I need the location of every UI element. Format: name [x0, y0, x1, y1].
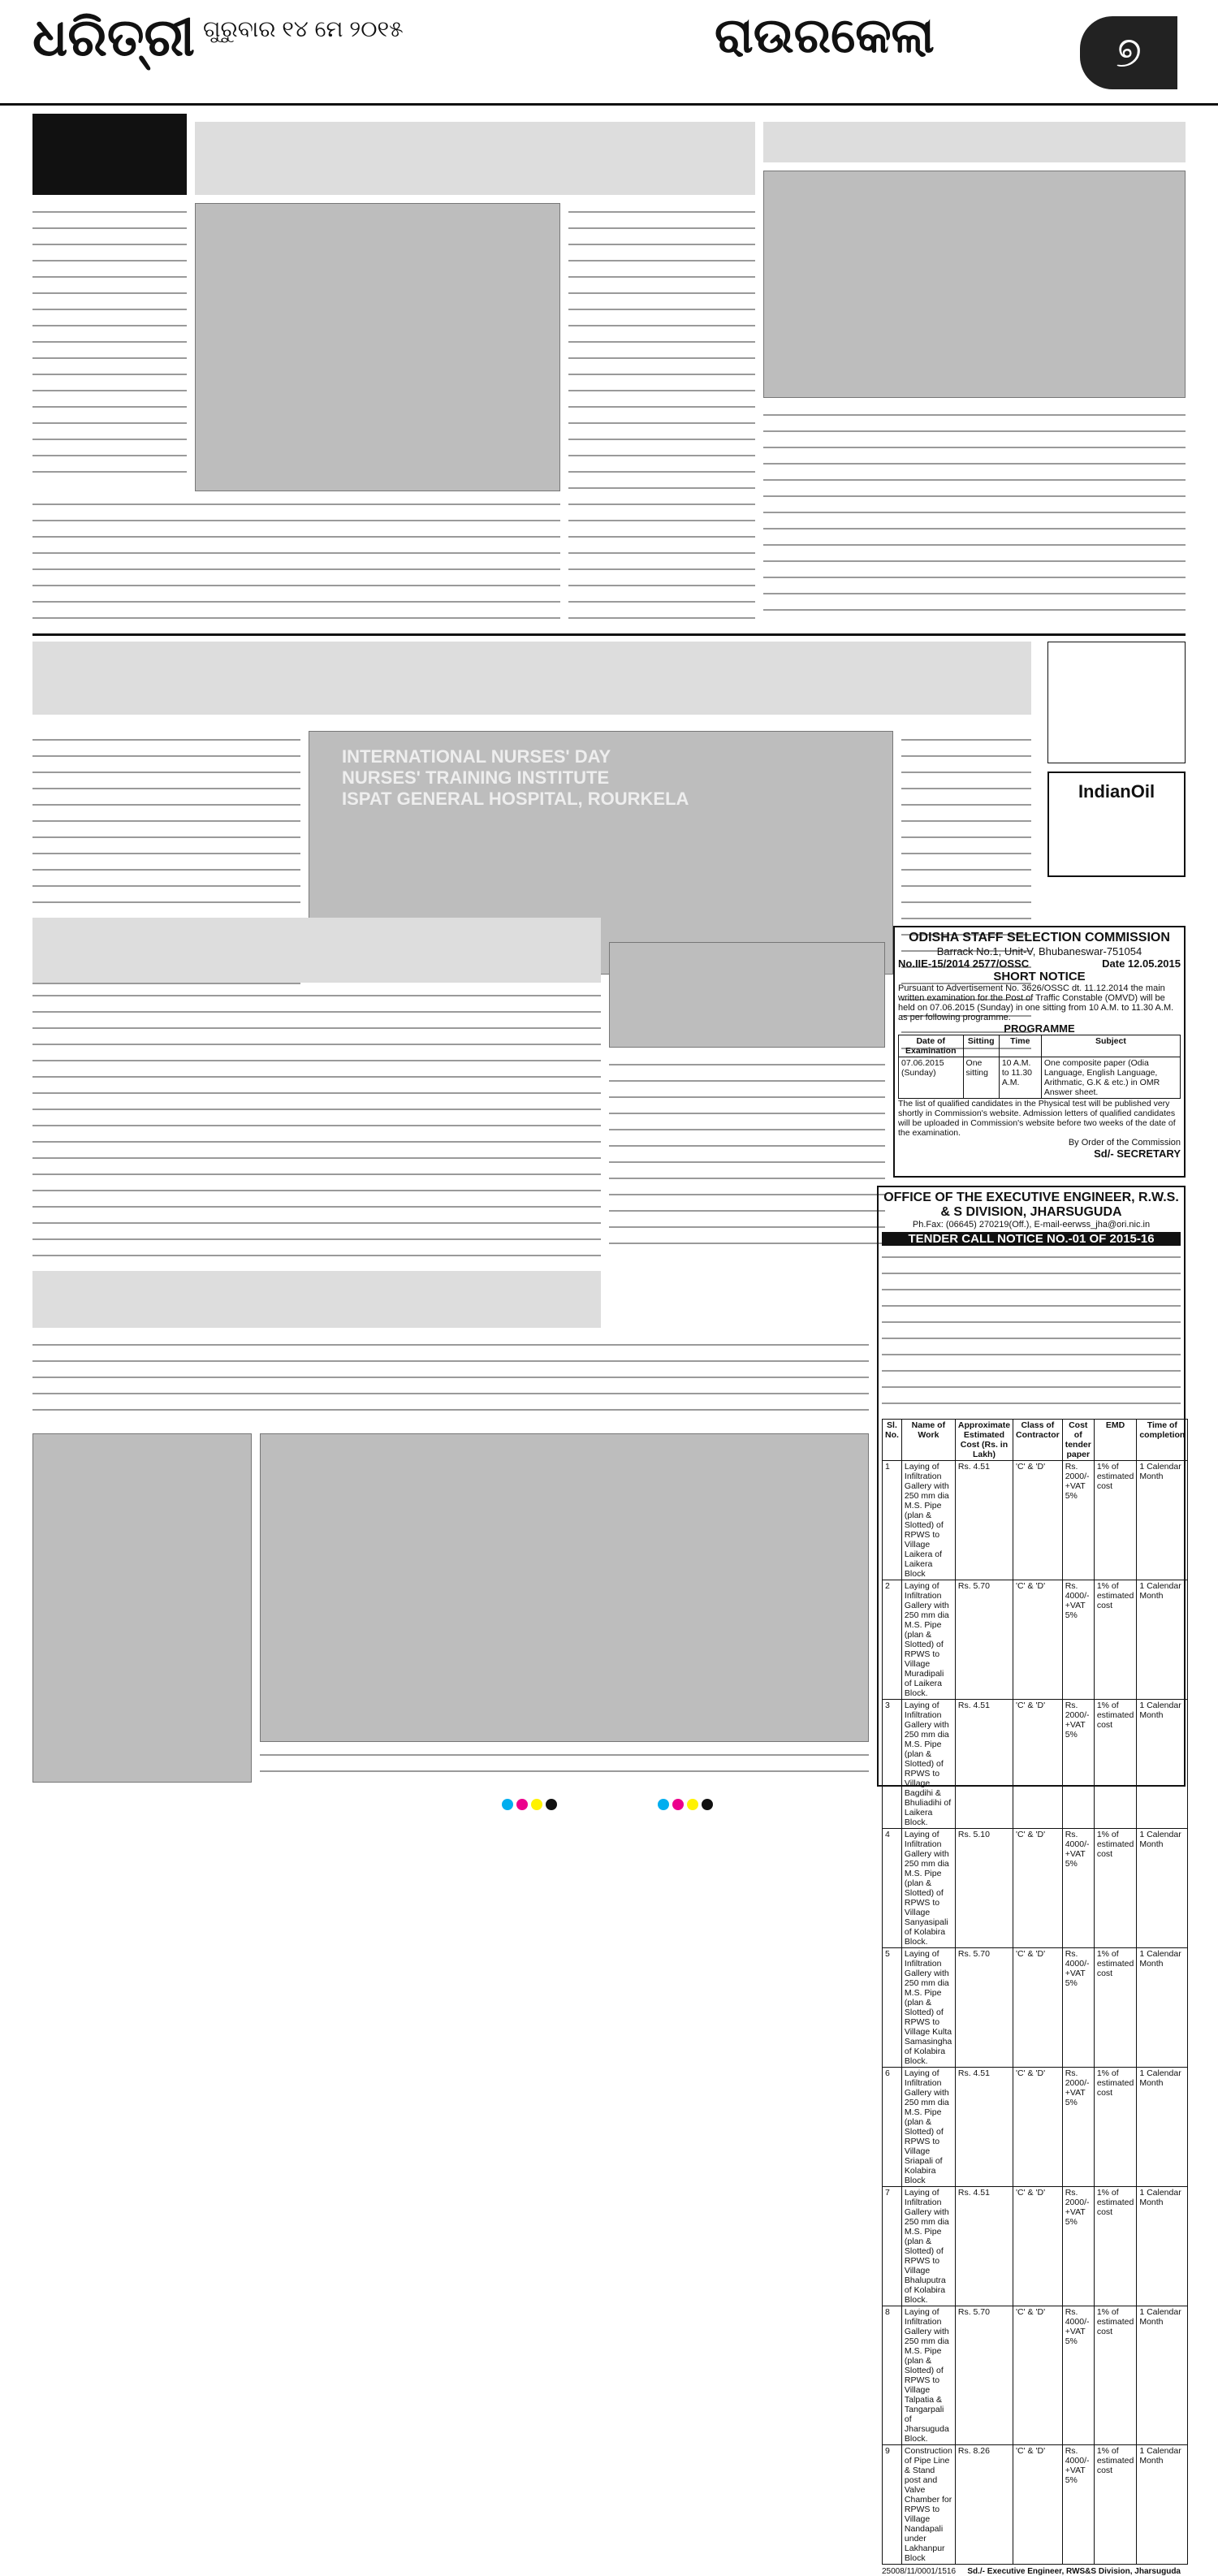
color-dots	[502, 1799, 560, 1817]
table-cell: 1% of estimated cost	[1094, 1829, 1137, 1948]
tender-notice	[877, 1186, 1186, 2576]
tender-preamble	[882, 1248, 1181, 1419]
table-cell: 'C' & 'D'	[1013, 1829, 1063, 1948]
table-cell: Rs. 4.51	[955, 2068, 1013, 2187]
table-row	[883, 1948, 1188, 2068]
table-cell: Laying of Infiltration Gallery with 250 mm dia M.S. Pipe (plan & Slotted) of RPWS to Village Bagdihi & Bhuliadihi of Laikera Block.	[901, 1700, 955, 1829]
ossc-footer: The list of qualified candidates in the Physical test will be published very shortly in Commission's website. Admission letters of qualified candidates will be uploaded in Commission's website before two weeks of the date of the examination.	[898, 1099, 1176, 1138]
table-cell: 1 Calendar Month	[1137, 1948, 1188, 2068]
ossc-programme-table	[898, 1035, 1181, 1099]
edition-city: ରାଉରକେଲା	[715, 9, 935, 63]
col-head: Subject	[1041, 1035, 1180, 1057]
cell: 07.06.2015 (Sunday)	[899, 1057, 964, 1099]
table-cell: Rs. 5.70	[955, 1948, 1013, 2068]
table-row	[883, 1829, 1188, 1948]
banner-line-1: INTERNATIONAL NURSES' DAY	[342, 746, 611, 767]
table-cell: 'C' & 'D'	[1013, 2445, 1063, 2565]
table-cell: 8	[883, 2306, 902, 2445]
tender-table	[882, 1419, 1188, 2565]
issue-date: ଗୁରୁବାର ୧୪ ମେ ୨୦୧୫	[203, 16, 404, 41]
table-cell: 4	[883, 1829, 902, 1948]
table-cell: 1	[883, 1461, 902, 1580]
ossc-ref: No.IIE-15/2014 2577/OSSC	[898, 957, 1030, 970]
story3-headline	[32, 642, 1031, 715]
table-cell: Rs. 4000/- +VAT 5%	[1062, 1580, 1094, 1700]
banner-line-3: ISPAT GENERAL HOSPITAL, ROURKELA	[342, 789, 689, 809]
photo-news-left	[32, 1433, 252, 1783]
table-cell: Rs. 4000/- +VAT 5%	[1062, 1948, 1094, 2068]
table-cell: 7	[883, 2187, 902, 2306]
table-row	[883, 2306, 1188, 2445]
tender-col-head: Approximate Estimated Cost (Rs. in Lakh)	[955, 1420, 1013, 1461]
table-cell: 1 Calendar Month	[1137, 2445, 1188, 2565]
ossc-heading: SHORT NOTICE	[993, 970, 1086, 983]
indianoil-ad: IndianOil	[1047, 772, 1186, 877]
ossc-sign: Sd/- SECRETARY	[1094, 1148, 1181, 1160]
story2-body	[763, 406, 1186, 625]
table-cell: Rs. 5.70	[955, 2306, 1013, 2445]
culvert-photo	[609, 942, 885, 1048]
table-row	[883, 2445, 1188, 2565]
story1-body-col1	[32, 203, 187, 479]
table-cell: Rs. 2000/- +VAT 5%	[1062, 1461, 1094, 1580]
table-cell: 'C' & 'D'	[1013, 1461, 1063, 1580]
banner-line-2: NURSES' TRAINING INSTITUTE	[342, 767, 610, 788]
table-cell: 1 Calendar Month	[1137, 2068, 1188, 2187]
table-cell: 'C' & 'D'	[1013, 2068, 1063, 2187]
table-cell: Laying of Infiltration Gallery with 250 mm dia M.S. Pipe (plan & Slotted) of RPWS to Village Talpatia & Tangarpali of Jharsuguda Block.	[901, 2306, 955, 2445]
photo-news-main	[260, 1433, 869, 1742]
table-cell: 1% of estimated cost	[1094, 1948, 1137, 2068]
table-cell: Rs. 5.10	[955, 1829, 1013, 1948]
table-cell: 5	[883, 1948, 902, 2068]
table-cell: Construction of Pipe Line & Stand post and Valve Chamber for RPWS to Village Nandapali under Lakhanpur Block	[901, 2445, 955, 2565]
story1-body-lower	[32, 495, 560, 625]
table-cell: 1% of estimated cost	[1094, 1700, 1137, 1829]
table-cell: Laying of Infiltration Gallery with 250 mm dia M.S. Pipe (plan & Slotted) of RPWS to Village Bhaluputra of Kolabira Block.	[901, 2187, 955, 2306]
section-rule	[32, 633, 1186, 636]
table-cell: Laying of Infiltration Gallery with 250 mm dia M.S. Pipe (plan & Slotted) of RPWS to Village Kulta Samasingha of Kolabira Block.	[901, 1948, 955, 2068]
tender-col-head: Name of Work	[901, 1420, 955, 1461]
story5-body	[32, 1336, 869, 1425]
table-cell: Rs. 2000/- +VAT 5%	[1062, 2068, 1094, 2187]
table-cell: Rs. 8.26	[955, 2445, 1013, 2565]
table-cell: 'C' & 'D'	[1013, 1580, 1063, 1700]
story1-body-col2	[568, 203, 755, 625]
col-head: Sitting	[963, 1035, 999, 1057]
tender-heading: TENDER CALL NOTICE NO.-01 OF 2015-16	[882, 1232, 1181, 1246]
tender-col-head: Class of Contractor	[1013, 1420, 1063, 1461]
table-cell: Rs. 2000/- +VAT 5%	[1062, 2187, 1094, 2306]
tender-ref: 25008/11/0001/1516	[882, 2567, 957, 2576]
table-cell: 'C' & 'D'	[1013, 1948, 1063, 2068]
tender-sign: Sd./- Executive Engineer, RWS&S Division, Jharsuguda	[967, 2567, 1181, 2576]
cell: One sitting	[963, 1057, 999, 1099]
col-head: Time	[999, 1035, 1041, 1057]
table-cell: 1 Calendar Month	[1137, 1461, 1188, 1580]
table-row	[883, 1580, 1188, 1700]
table-cell: 1 Calendar Month	[1137, 2187, 1188, 2306]
table-cell: 1 Calendar Month	[1137, 1829, 1188, 1948]
newspaper-brand: ଧରିତ୍ରୀ	[32, 9, 195, 67]
table-row	[883, 2068, 1188, 2187]
table-cell: 'C' & 'D'	[1013, 1700, 1063, 1829]
table-cell: Rs. 4.51	[955, 2187, 1013, 2306]
table-cell: 1 Calendar Month	[1137, 1700, 1188, 1829]
table-cell: Rs. 4000/- +VAT 5%	[1062, 1829, 1094, 1948]
table-cell: 1 Calendar Month	[1137, 1580, 1188, 1700]
table-row	[883, 1461, 1188, 1580]
tender-col-head: Cost of tender paper	[1062, 1420, 1094, 1461]
table-row	[883, 2187, 1188, 2306]
table-cell: Laying of Infiltration Gallery with 250 mm dia M.S. Pipe (plan & Slotted) of RPWS to Village Laikera of Laikera Block	[901, 1461, 955, 1580]
masthead	[0, 0, 1218, 106]
table-cell: Rs. 4.51	[955, 1461, 1013, 1580]
tender-col-head: Time of completion	[1137, 1420, 1188, 1461]
tender-contact: Ph.Fax: (06645) 270219(Off.), E-mail-eerwss_jha@ori.nic.in	[912, 1220, 1151, 1230]
tender-col-head: Sl. No.	[883, 1420, 902, 1461]
table-cell: 'C' & 'D'	[1013, 2187, 1063, 2306]
side-box	[1047, 642, 1186, 763]
ossc-order: By Order of the Commission	[1068, 1138, 1181, 1148]
table-cell: Rs. 4.51	[955, 1700, 1013, 1829]
table-cell: Rs. 5.70	[955, 1580, 1013, 1700]
ossc-title: ODISHA STAFF SELECTION COMMISSION	[909, 931, 1170, 944]
culvert-body	[609, 1056, 885, 1259]
tender-footer	[882, 2567, 1181, 2576]
table-cell: 1% of estimated cost	[1094, 1461, 1137, 1580]
table-cell: 'C' & 'D'	[1013, 2306, 1063, 2445]
table-cell: 1% of estimated cost	[1094, 1580, 1137, 1700]
table-cell: Rs. 2000/- +VAT 5%	[1062, 1700, 1094, 1829]
ossc-programme: PROGRAMME	[1004, 1022, 1075, 1035]
color-dots	[658, 1799, 716, 1817]
story1-headline	[195, 122, 755, 195]
table-cell: 1% of estimated cost	[1094, 2306, 1137, 2445]
ossc-body: Pursuant to Advertisement No. 3626/OSSC dt. 11.12.2014 the main written examination for the Post of Traffic Constable (OMVD) will be held on 07.06.2015 (Sunday) in one sitting from 10 A.M. to 11.30 A.M. as per following programme.	[898, 983, 1174, 1022]
registration-marks	[244, 1799, 974, 1817]
cell: One composite paper (Odia Language, English Language, Arithmatic, G.K & etc.) in OMR Answer sheet.	[1041, 1057, 1180, 1099]
story4-body	[32, 987, 601, 1263]
story1-kicker	[32, 114, 187, 195]
table-cell: Laying of Infiltration Gallery with 250 mm dia M.S. Pipe (plan & Slotted) of RPWS to Village Muradipali of Laikera Block.	[901, 1580, 955, 1700]
story2-photo	[763, 171, 1186, 398]
story4-headline	[32, 918, 601, 983]
table-cell: 1% of estimated cost	[1094, 2187, 1137, 2306]
tender-office: OFFICE OF THE EXECUTIVE ENGINEER, R.W.S. & S DIVISION, JHARSUGUDA	[883, 1191, 1179, 1219]
col-head: Date of Examination	[899, 1035, 964, 1057]
cell: 10 A.M. to 11.30 A.M.	[999, 1057, 1041, 1099]
tender-col-head: EMD	[1094, 1420, 1137, 1461]
ossc-notice	[893, 926, 1186, 1178]
table-cell: 1% of estimated cost	[1094, 2445, 1137, 2565]
ossc-date: Date 12.05.2015	[1102, 957, 1181, 970]
table-cell: 6	[883, 2068, 902, 2187]
table-cell: 9	[883, 2445, 902, 2565]
page-number: ୭	[1080, 16, 1177, 89]
table-cell: Rs. 4000/- +VAT 5%	[1062, 2306, 1094, 2445]
table-cell: Laying of Infiltration Gallery with 250 mm dia M.S. Pipe (plan & Slotted) of RPWS to Village Sriapali of Kolabira Block	[901, 2068, 955, 2187]
ossc-refline	[898, 957, 1181, 970]
ossc-address: Barrack No.1, Unit-V, Bhubaneswar-751054	[936, 945, 1142, 957]
story2-headline	[763, 122, 1186, 162]
table-cell: Laying of Infiltration Gallery with 250 mm dia M.S. Pipe (plan & Slotted) of RPWS to Village Sanyasipali of Kolabira Block.	[901, 1829, 955, 1948]
table-cell: 1 Calendar Month	[1137, 2306, 1188, 2445]
table-cell: Rs. 4000/- +VAT 5%	[1062, 2445, 1094, 2565]
table-cell: 1% of estimated cost	[1094, 2068, 1137, 2187]
photo-news-caption	[260, 1746, 869, 1779]
story5-headline	[32, 1271, 601, 1328]
table-cell: 2	[883, 1580, 902, 1700]
story1-photo	[195, 203, 560, 491]
table-cell: 3	[883, 1700, 902, 1829]
